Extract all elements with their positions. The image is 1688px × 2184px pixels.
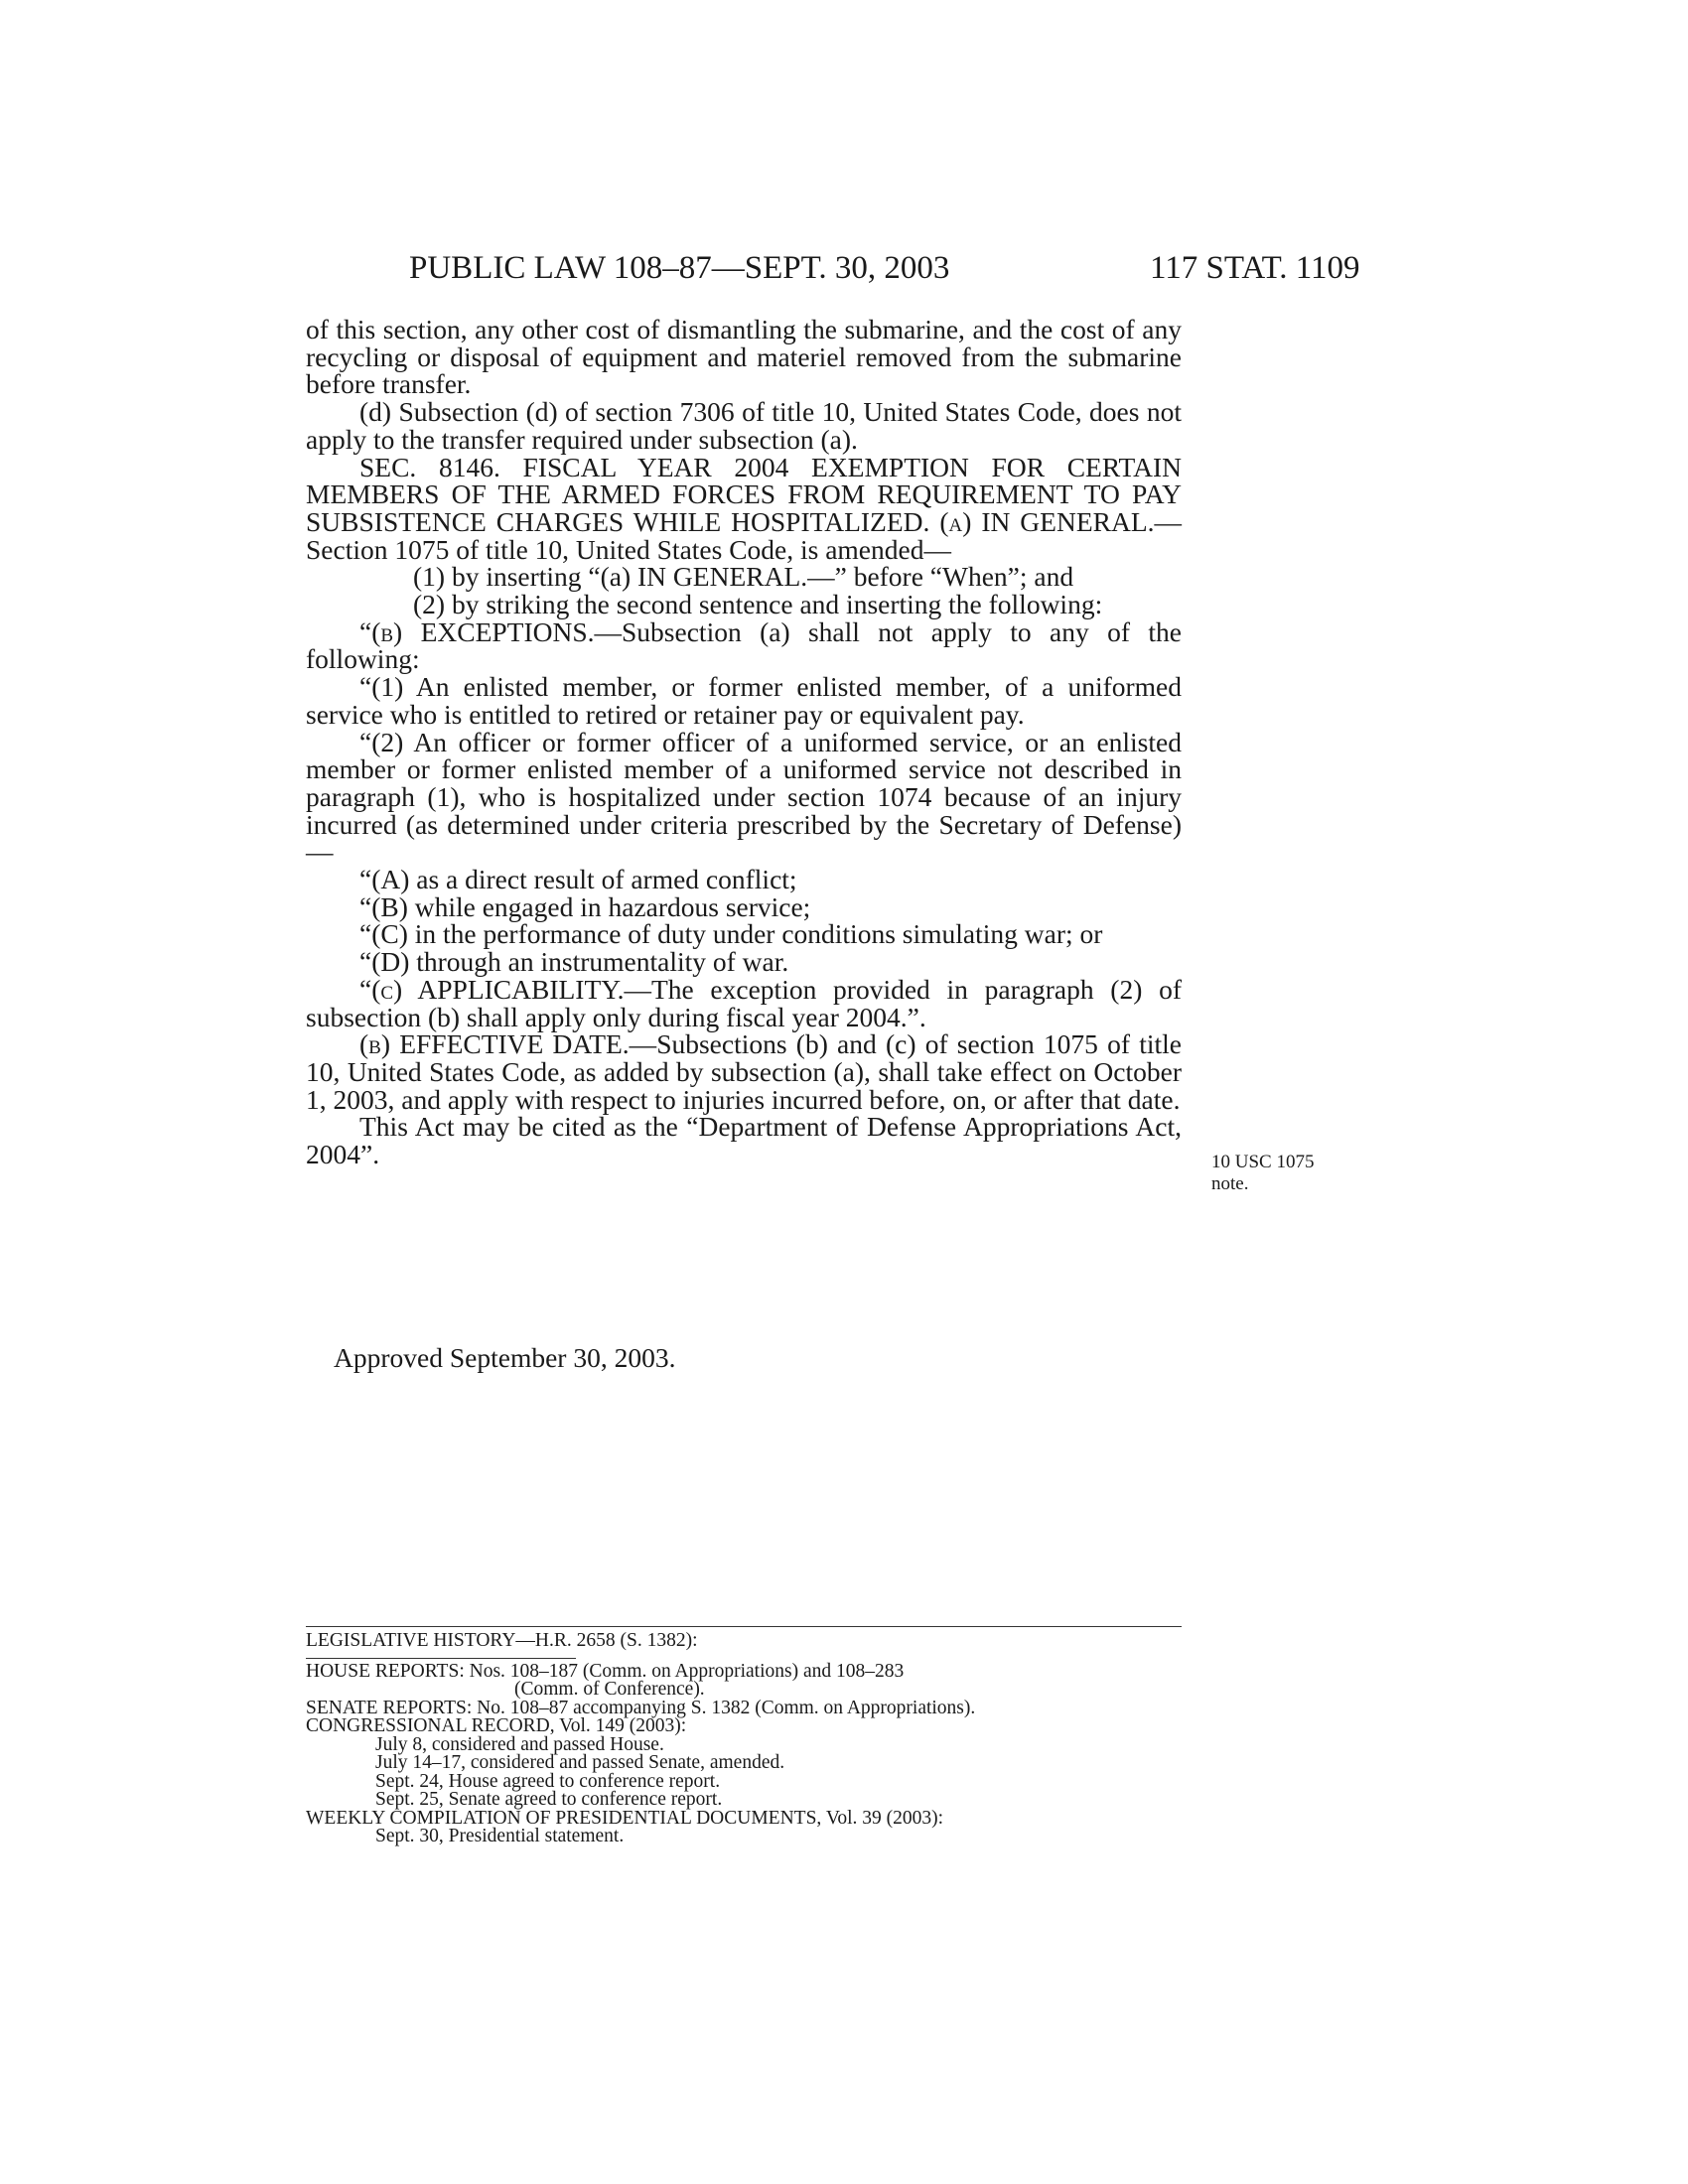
exception-paragraph-2: “(2) An officer or former officer of a uniformed service, or an enlisted member or former enlisted member of a uniformed service not described in paragraph (1), who is hospitalized under section 1074 because of an injury incurred (as determined under criteria prescribed by the Secretary of Defense)— xyxy=(306,726,1182,868)
congressional-record-entry: July 14–17, considered and passed Senate, amended. xyxy=(375,1752,785,1773)
effective-date-text: Subsections (b) and (c) of section 1075 of title 10, United States Code, as added by subsection (a), shall take effect on October 1, 2003, and apply with respect to injuries incurred before, on, or after that date. xyxy=(306,1028,1182,1115)
legislative-history xyxy=(306,1632,1182,1846)
legislative-history-heading: LEGISLATIVE HISTORY—H.R. 2658 (S. 1382): xyxy=(306,1630,698,1651)
exception-subparagraph-b: “(B) while engaged in hazardous service; xyxy=(359,890,811,922)
margin-note-line-1: 10 USC 1075 xyxy=(1211,1152,1315,1172)
subsection-a-label: (a) IN GENERAL.— xyxy=(939,505,1182,537)
paragraph-subsection-d: (d) Subsection (d) of section 7306 of title 10, United States Code, does not apply to the transfer required under subsection (a). xyxy=(306,396,1182,455)
subsection-c-label: “(c) APPLICABILITY.— xyxy=(359,973,651,1005)
section-title: FISCAL YEAR 2004 EXEMPTION FOR CERTAIN MEMBERS OF THE ARMED FORCES FROM REQUIREMENT TO PAY SUBSISTENCE CHARGES WHILE HOSPITALIZED. xyxy=(306,451,1183,537)
body-text xyxy=(306,316,1182,1168)
subsection-b-text: Subsection (a) shall not apply to any of the following: xyxy=(306,615,1182,675)
heading-underline xyxy=(306,1658,576,1659)
section-number: SEC. 8146. xyxy=(359,451,500,482)
congressional-record: CONGRESSIONAL RECORD, Vol. 149 (2003): xyxy=(306,1715,687,1736)
margin-note-line-2: note. xyxy=(1211,1173,1249,1194)
subsection-c-text: The exception provided in paragraph (2) of subsection (b) shall apply only during fiscal year 2004.”. xyxy=(306,973,1182,1032)
margin-note xyxy=(1211,1152,1370,1195)
effective-date xyxy=(306,1030,1182,1113)
subsection-b-label: “(b) EXCEPTIONS.— xyxy=(359,615,623,647)
weekly-compilation: WEEKLY COMPILATION OF PRESIDENTIAL DOCUMENTS, Vol. 39 (2003): xyxy=(306,1807,944,1829)
subsection-a-text: Section 1075 of title 10, United States Code, is amended— xyxy=(306,533,951,565)
section-8146 xyxy=(306,451,1183,565)
statute-reference: 117 STAT. 1109 xyxy=(1150,250,1360,286)
weekly-compilation-entry: Sept. 30, Presidential statement. xyxy=(375,1826,625,1846)
running-head-title: PUBLIC LAW 108–87—SEPT. 30, 2003 xyxy=(409,250,950,286)
congressional-record-entry: Sept. 25, Senate agreed to conference report. xyxy=(375,1789,723,1810)
running-head xyxy=(0,246,1688,290)
exception-subparagraph-a: “(A) as a direct result of armed conflict; xyxy=(359,864,797,895)
house-reports: HOUSE REPORTS: Nos. 108–187 (Comm. on Appropriations) and 108–283 xyxy=(306,1660,905,1682)
paragraph-continued: of this section, any other cost of dismantling the submarine, and the cost of any recycling or disposal of equipment and materiel removed from the submarine before transfer. xyxy=(306,314,1182,400)
footer-divider xyxy=(306,1626,1182,1627)
house-reports-continued: (Comm. of Conference). xyxy=(514,1679,705,1700)
exception-subparagraph-c: “(C) in the performance of duty under conditions simulating war; or xyxy=(359,918,1103,950)
congressional-record-entry: Sept. 24, House agreed to conference report. xyxy=(375,1770,721,1792)
exception-paragraph-1: “(1) An enlisted member, or former enlisted member, of a uniformed service who is entitled to retired or retainer pay or equivalent pay. xyxy=(306,671,1182,730)
effective-date-label: (b) EFFECTIVE DATE.— xyxy=(359,1028,657,1060)
senate-reports: SENATE REPORTS: No. 108–87 accompanying S. 1382 (Comm. on Appropriations). xyxy=(306,1697,976,1718)
amendment-item-2: (2) by striking the second sentence and inserting the following: xyxy=(413,589,1103,620)
short-title-citation: This Act may be cited as the “Department of Defense Appropriations Act, 2004”. xyxy=(306,1111,1182,1170)
subsection-b-exceptions xyxy=(306,615,1182,675)
approval-date: Approved September 30, 2003. xyxy=(334,1342,676,1373)
legislative-history-heading-row xyxy=(306,1632,1182,1651)
exception-subparagraph-d: “(D) through an instrumentality of war. xyxy=(359,946,789,978)
amendment-item-1: (1) by inserting “(a) IN GENERAL.—” before “When”; and xyxy=(413,561,1074,593)
subsection-c-applicability xyxy=(306,973,1182,1032)
congressional-record-entry: July 8, considered and passed House. xyxy=(375,1733,664,1755)
